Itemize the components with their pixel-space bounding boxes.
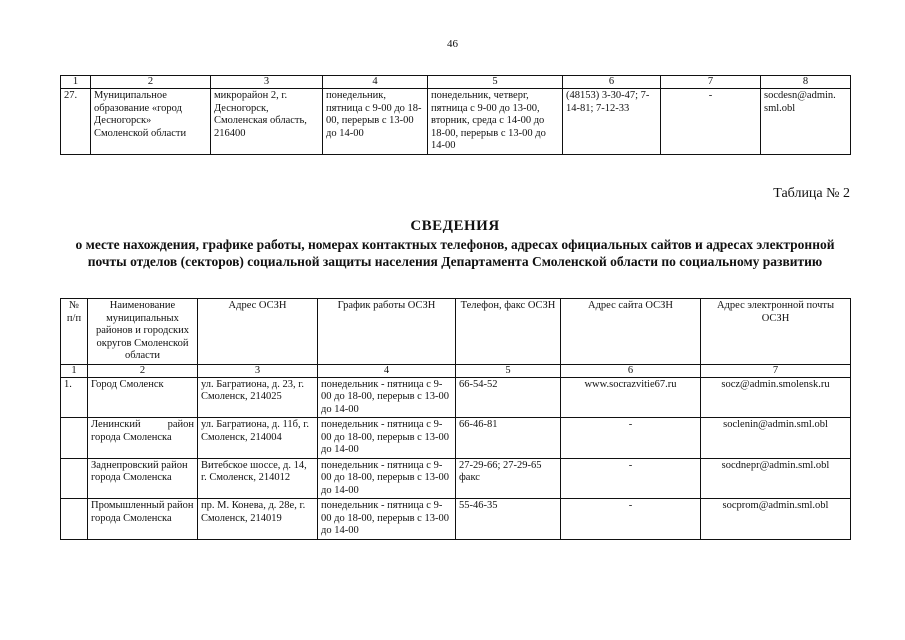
- column-number: 2: [88, 364, 198, 377]
- column-number: 2: [91, 76, 211, 89]
- column-number: 4: [318, 364, 456, 377]
- district-cell: Город Смоленск: [88, 377, 198, 418]
- table-row: [61, 89, 851, 155]
- column-header: График работы ОСЗН: [318, 299, 456, 365]
- schedule-cell: понедельник - пятница с 9-00 до 18-00, перерыв с 13-00 до 14-00: [318, 377, 456, 418]
- site-cell: -: [561, 458, 701, 499]
- column-header: Адрес сайта ОСЗН: [561, 299, 701, 365]
- column-number: 6: [561, 364, 701, 377]
- site-cell: -: [561, 418, 701, 459]
- address-cell: Витебское шоссе, д. 14, г. Смоленск, 214012: [198, 458, 318, 499]
- table-row: [61, 458, 851, 499]
- table-row: [61, 377, 851, 418]
- row-number: [61, 499, 88, 540]
- site-cell: -: [561, 499, 701, 540]
- column-number: 5: [428, 76, 563, 89]
- row-number: 27.: [61, 89, 91, 155]
- row-number: [61, 418, 88, 459]
- departments-table: [60, 298, 851, 540]
- district-cell: Заднепровский район города Смоленска: [88, 458, 198, 499]
- column-number: 1: [61, 76, 91, 89]
- schedule-cell: понедельник - пятница с 9-00 до 18-00, перерыв с 13-00 до 14-00: [318, 418, 456, 459]
- document-subtitle: о месте нахождения, графике работы, номерах контактных телефонов, адресах официальных сайтов и адресах электронной почты отделов (секторов) социальной защиты населения Департамента Смоленской области по социальному развитию: [75, 237, 835, 269]
- table-row: [61, 499, 851, 540]
- site-cell: www.socrazvitie67.ru: [561, 377, 701, 418]
- column-header: Адрес ОСЗН: [198, 299, 318, 365]
- column-number-row: [61, 364, 851, 377]
- table-header-row: [61, 76, 851, 89]
- document-title: СВЕДЕНИЯ: [410, 218, 500, 234]
- phone-cell: 55-46-35: [456, 499, 561, 540]
- phone-cell: (48153) 3-30-47; 7-14-81; 7-12-33: [563, 89, 661, 155]
- phone-cell: 27-29-66; 27-29-65 факс: [456, 458, 561, 499]
- address-cell: ул. Багратиона, д. 11б, г. Смоленск, 214004: [198, 418, 318, 459]
- continuation-table: [60, 75, 851, 155]
- column-header: Наименование муниципальных районов и городских округов Смоленской области: [88, 299, 198, 365]
- row-number: [61, 458, 88, 499]
- column-number: 6: [563, 76, 661, 89]
- municipality-cell: Муниципальное образование «город Десногорск» Смоленской области: [91, 89, 211, 155]
- column-number: 4: [323, 76, 428, 89]
- table-caption: Таблица № 2: [773, 186, 850, 201]
- email-cell: socdnepr@admin.sml.obl: [701, 458, 851, 499]
- email-cell: socz@admin.smolensk.ru: [701, 377, 851, 418]
- district-cell: Промышленный район города Смоленска: [88, 499, 198, 540]
- column-header: № п/п: [61, 299, 88, 365]
- address-cell: ул. Багратиона, д. 23, г. Смоленск, 214025: [198, 377, 318, 418]
- column-number: 5: [456, 364, 561, 377]
- column-number: 8: [761, 76, 851, 89]
- address-cell: пр. М. Конева, д. 28е, г. Смоленск, 214019: [198, 499, 318, 540]
- schedule-cell: понедельник, пятница с 9-00 до 18-00, перерыв с 13-00 до 14-00: [323, 89, 428, 155]
- schedule-cell: понедельник - пятница с 9-00 до 18-00, перерыв с 13-00 до 14-00: [318, 458, 456, 499]
- column-number: 1: [61, 364, 88, 377]
- email-cell: soclenin@admin.sml.obl: [701, 418, 851, 459]
- phone-cell: 66-46-81: [456, 418, 561, 459]
- phone-cell: 66-54-52: [456, 377, 561, 418]
- column-number: 7: [701, 364, 851, 377]
- table-row: [61, 418, 851, 459]
- column-header: Адрес электронной почты ОСЗН: [701, 299, 851, 365]
- column-number: 3: [198, 364, 318, 377]
- column-number: 7: [661, 76, 761, 89]
- email-cell: socdesn@admin. sml.obl: [761, 89, 851, 155]
- table-header-row: [61, 299, 851, 365]
- schedule-cell: понедельник - пятница с 9-00 до 18-00, перерыв с 13-00 до 14-00: [318, 499, 456, 540]
- address-cell: микрорайон 2, г. Десногорск, Смоленская область, 216400: [211, 89, 323, 155]
- column-number: 3: [211, 76, 323, 89]
- schedule-cell: понедельник, четверг, пятница с 9-00 до 13-00, вторник, среда с 14-00 до 18-00, перерыв с 13-00 до 14-00: [428, 89, 563, 155]
- page-number: 46: [447, 38, 458, 50]
- row-number: 1.: [61, 377, 88, 418]
- district-cell: Ленинский район города Смоленска: [88, 418, 198, 459]
- site-cell: -: [661, 89, 761, 155]
- column-header: Телефон, факс ОСЗН: [456, 299, 561, 365]
- email-cell: socprom@admin.sml.obl: [701, 499, 851, 540]
